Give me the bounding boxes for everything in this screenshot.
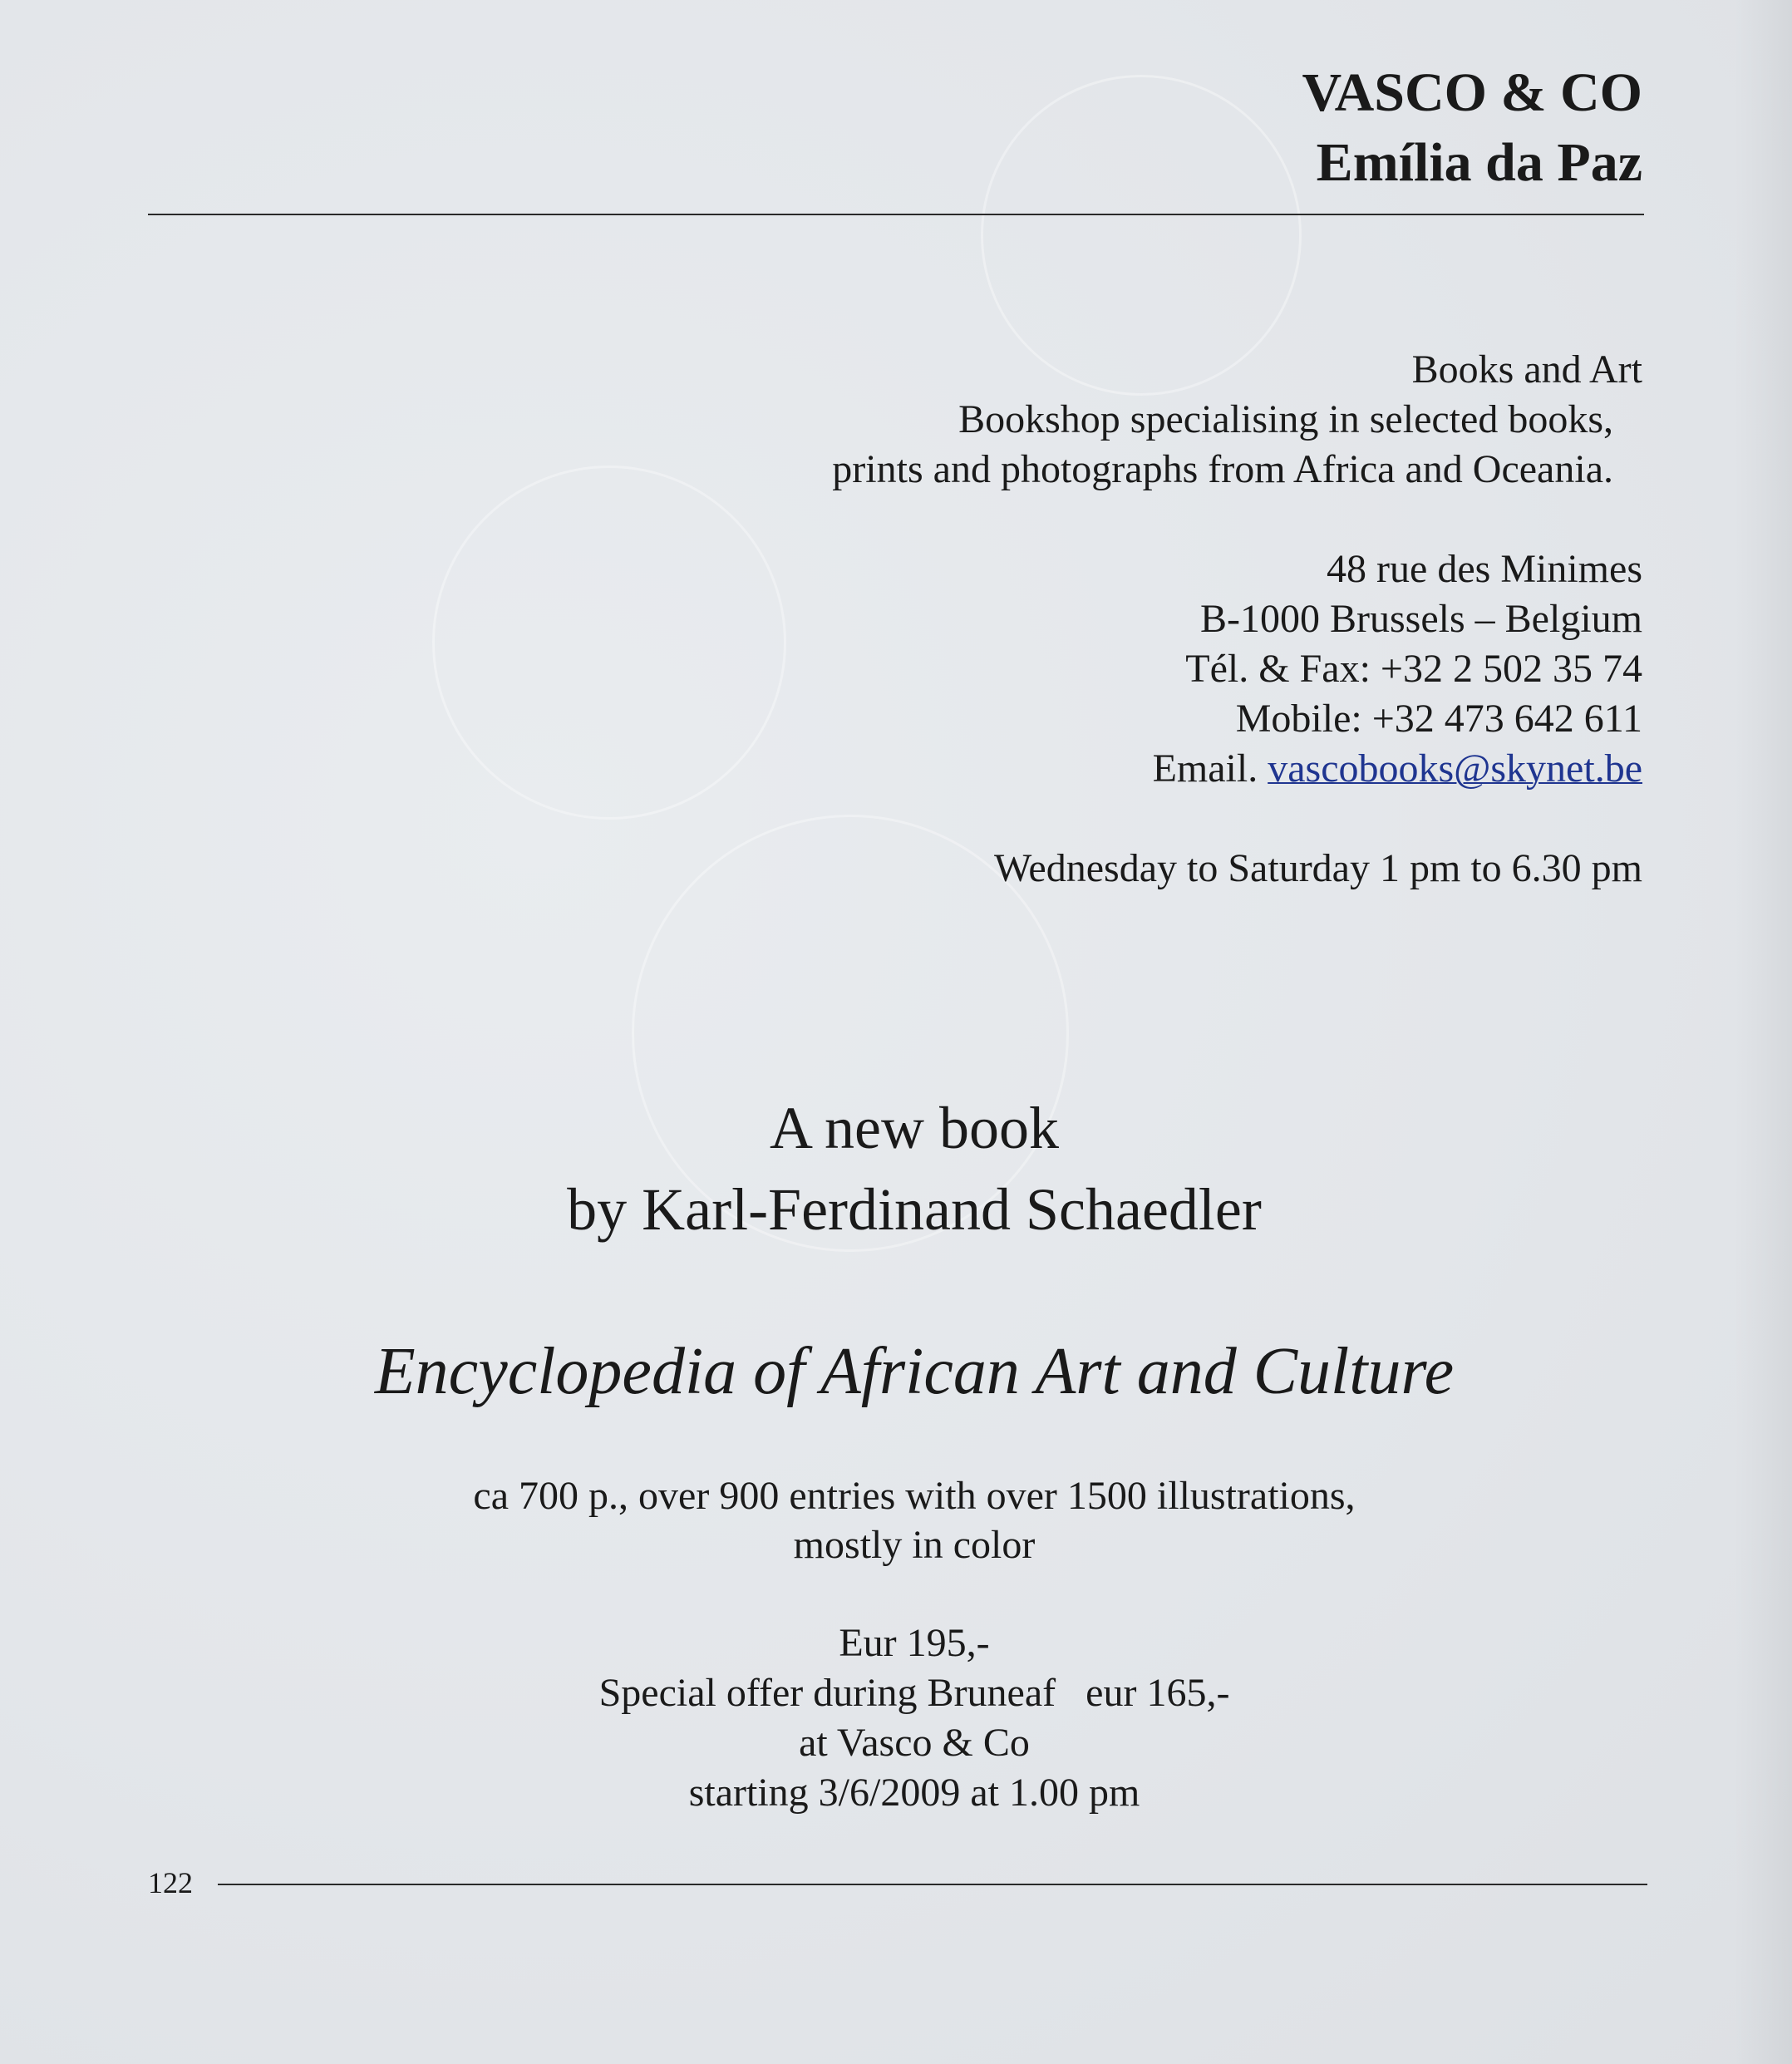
tel-fax: Tél. & Fax: +32 2 502 35 74 <box>1185 647 1642 691</box>
book-details-line1: ca 700 p., over 900 entries with over 1500 illustrations, <box>473 1474 1356 1518</box>
address-city: B-1000 Brussels – Belgium <box>1199 597 1642 641</box>
email-line <box>832 744 1642 794</box>
book-title-text: Encyclopedia of African Art and Culture <box>374 1335 1455 1408</box>
book-title <box>0 1330 1792 1413</box>
special-offer: Special offer during Bruneaf eur 165,- <box>598 1671 1230 1715</box>
owner-name: Emília da Paz <box>1316 132 1642 193</box>
announcement-author: by Karl-Ferdinand Schaedler <box>567 1176 1262 1243</box>
book-details-line2: mostly in color <box>793 1523 1036 1567</box>
book-details <box>0 1471 1792 1569</box>
price: Eur 195,- <box>839 1621 990 1665</box>
header-divider <box>148 214 1644 215</box>
offer-location: at Vasco & Co <box>799 1721 1030 1765</box>
email-link[interactable]: vascobooks@skynet.be <box>1268 746 1642 791</box>
shop-info <box>832 345 1642 894</box>
announcement-line1: A new book <box>770 1095 1059 1161</box>
pricing-block <box>0 1618 1792 1818</box>
shop-description-line2: prints and photographs from Africa and Oceania. <box>832 447 1613 491</box>
shop-description-line1: Bookshop specialising in selected books, <box>958 397 1613 441</box>
opening-hours: Wednesday to Saturday 1 pm to 6.30 pm <box>993 846 1642 890</box>
address-street: 48 rue des Minimes <box>1327 547 1642 591</box>
shop-tagline: Books and Art <box>1411 347 1642 392</box>
mobile-number: Mobile: +32 473 642 611 <box>1235 697 1642 741</box>
background-ornament <box>432 466 786 820</box>
footer-divider <box>218 1884 1647 1885</box>
company-name: VASCO & CO <box>1302 62 1642 123</box>
offer-start: starting 3/6/2009 at 1.00 pm <box>688 1771 1140 1815</box>
page-number: 122 <box>148 1866 193 1899</box>
email-label: Email. <box>1152 746 1258 791</box>
announcement <box>0 1087 1792 1250</box>
page-header <box>1302 58 1642 198</box>
